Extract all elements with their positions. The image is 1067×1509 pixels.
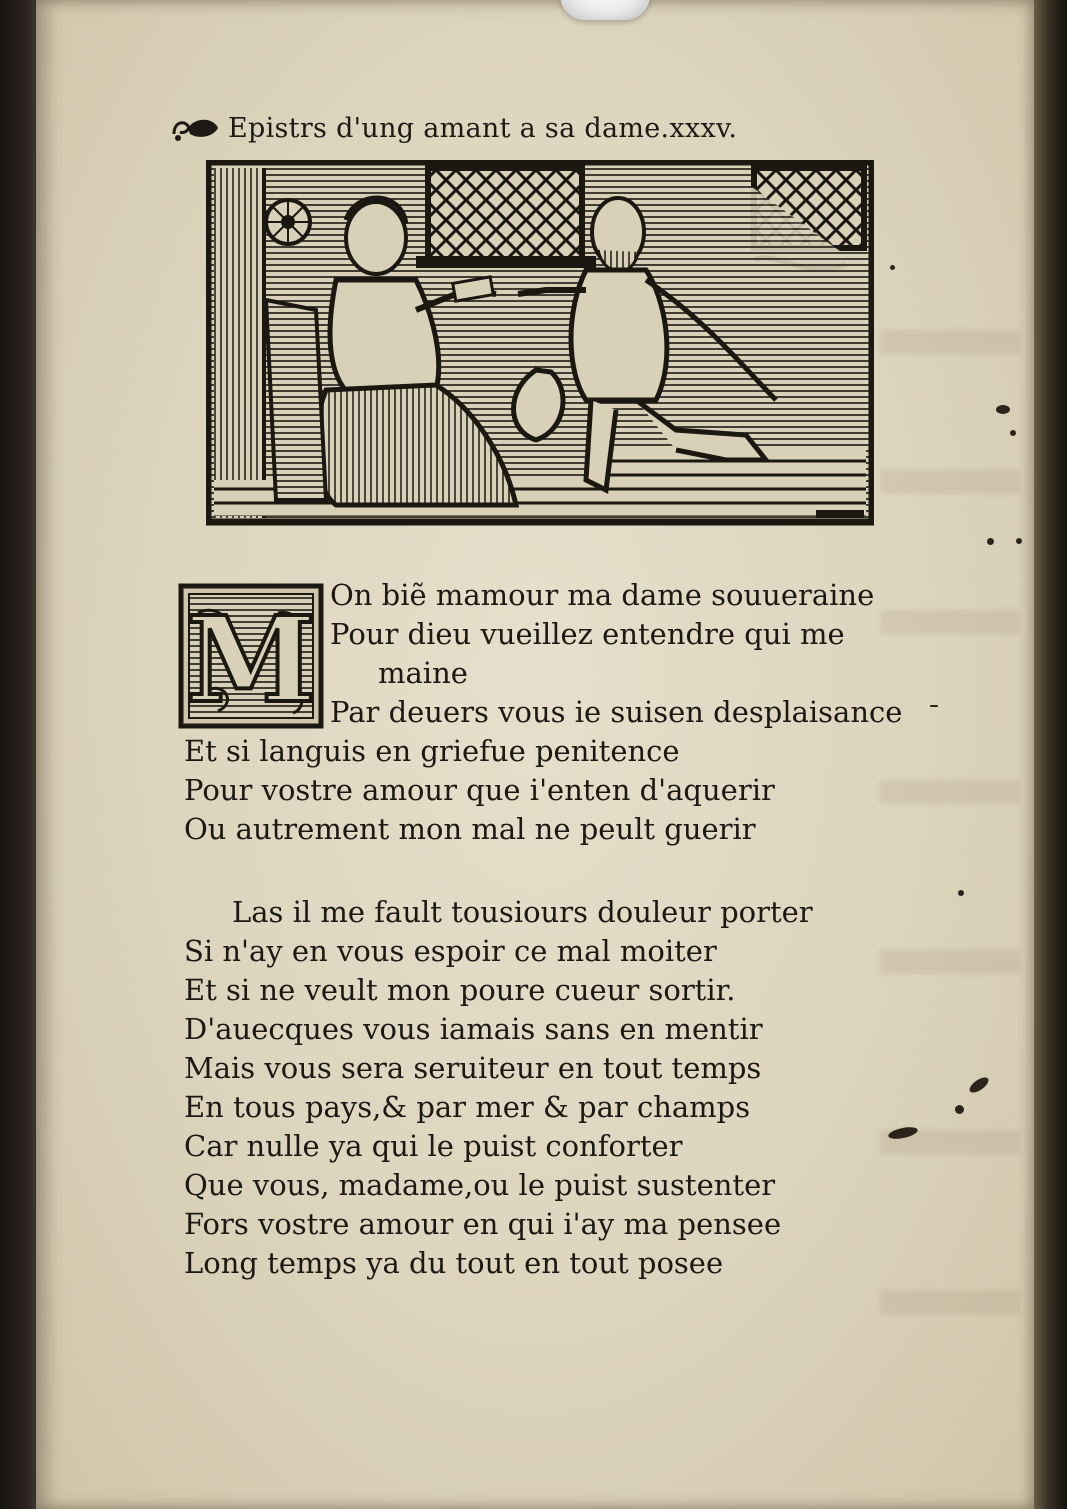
verse-line: Pour vostre amour que i'enten d'aquerir [184, 773, 775, 807]
verse-line: On biẽ mamour ma dame souueraine [330, 578, 875, 612]
woodcut-illustration [206, 160, 874, 532]
verse-line: D'auecques vous iamais sans en mentir [184, 1012, 763, 1046]
decorated-initial [178, 583, 324, 729]
bleed-through [880, 1290, 1020, 1314]
verse-line: Car nulle ya qui le puist conforter [184, 1129, 683, 1163]
page-clip [560, 0, 650, 20]
verse-line: Que vous, madame,ou le puist sustenter [184, 1168, 776, 1202]
verse-line: Pour dieu vueillez entendre qui me [330, 617, 845, 651]
ink-speck [930, 705, 938, 707]
verse-line: Par deuers vous ie suisen desplaisance [330, 695, 903, 729]
ink-speck [987, 538, 994, 545]
fleuron-icon [170, 112, 222, 144]
header-title: Epistrs d'ung amant a sa dame.xxxv. [228, 112, 738, 144]
bleed-through [880, 610, 1020, 634]
verse-line: Mais vous sera seruiteur en tout temps [184, 1051, 762, 1085]
ink-speck [996, 405, 1010, 414]
bleed-through [880, 470, 1020, 494]
ink-speck [955, 1105, 964, 1114]
bleed-through [880, 780, 1020, 804]
adjacent-page-edge [1034, 0, 1067, 1509]
running-head [170, 103, 890, 153]
ink-speck [890, 265, 895, 270]
ink-speck [1010, 430, 1016, 436]
ink-speck [958, 890, 964, 896]
verse-line: En tous pays,& par mer & par champs [184, 1090, 751, 1124]
verse-line: Et si languis en griefue penitence [184, 734, 680, 768]
verse-line: Et si ne veult mon poure cueur sortir. [184, 973, 736, 1007]
verse-line: Si n'ay en vous espoir ce mal moiter [184, 934, 717, 968]
verse-line: Long temps ya du tout en tout posee [184, 1246, 724, 1280]
bleed-through [880, 330, 1020, 354]
ink-speck [1016, 538, 1022, 544]
bleed-through [880, 950, 1020, 974]
verse-line: maine [378, 656, 468, 690]
initial-letter: M [185, 590, 317, 729]
verse-line: Las il me fault tousiours douleur porter [232, 895, 813, 929]
verse-line: Ou autrement mon mal ne peult guerir [184, 812, 756, 846]
verse-line: Fors vostre amour en qui i'ay ma pensee [184, 1207, 782, 1241]
